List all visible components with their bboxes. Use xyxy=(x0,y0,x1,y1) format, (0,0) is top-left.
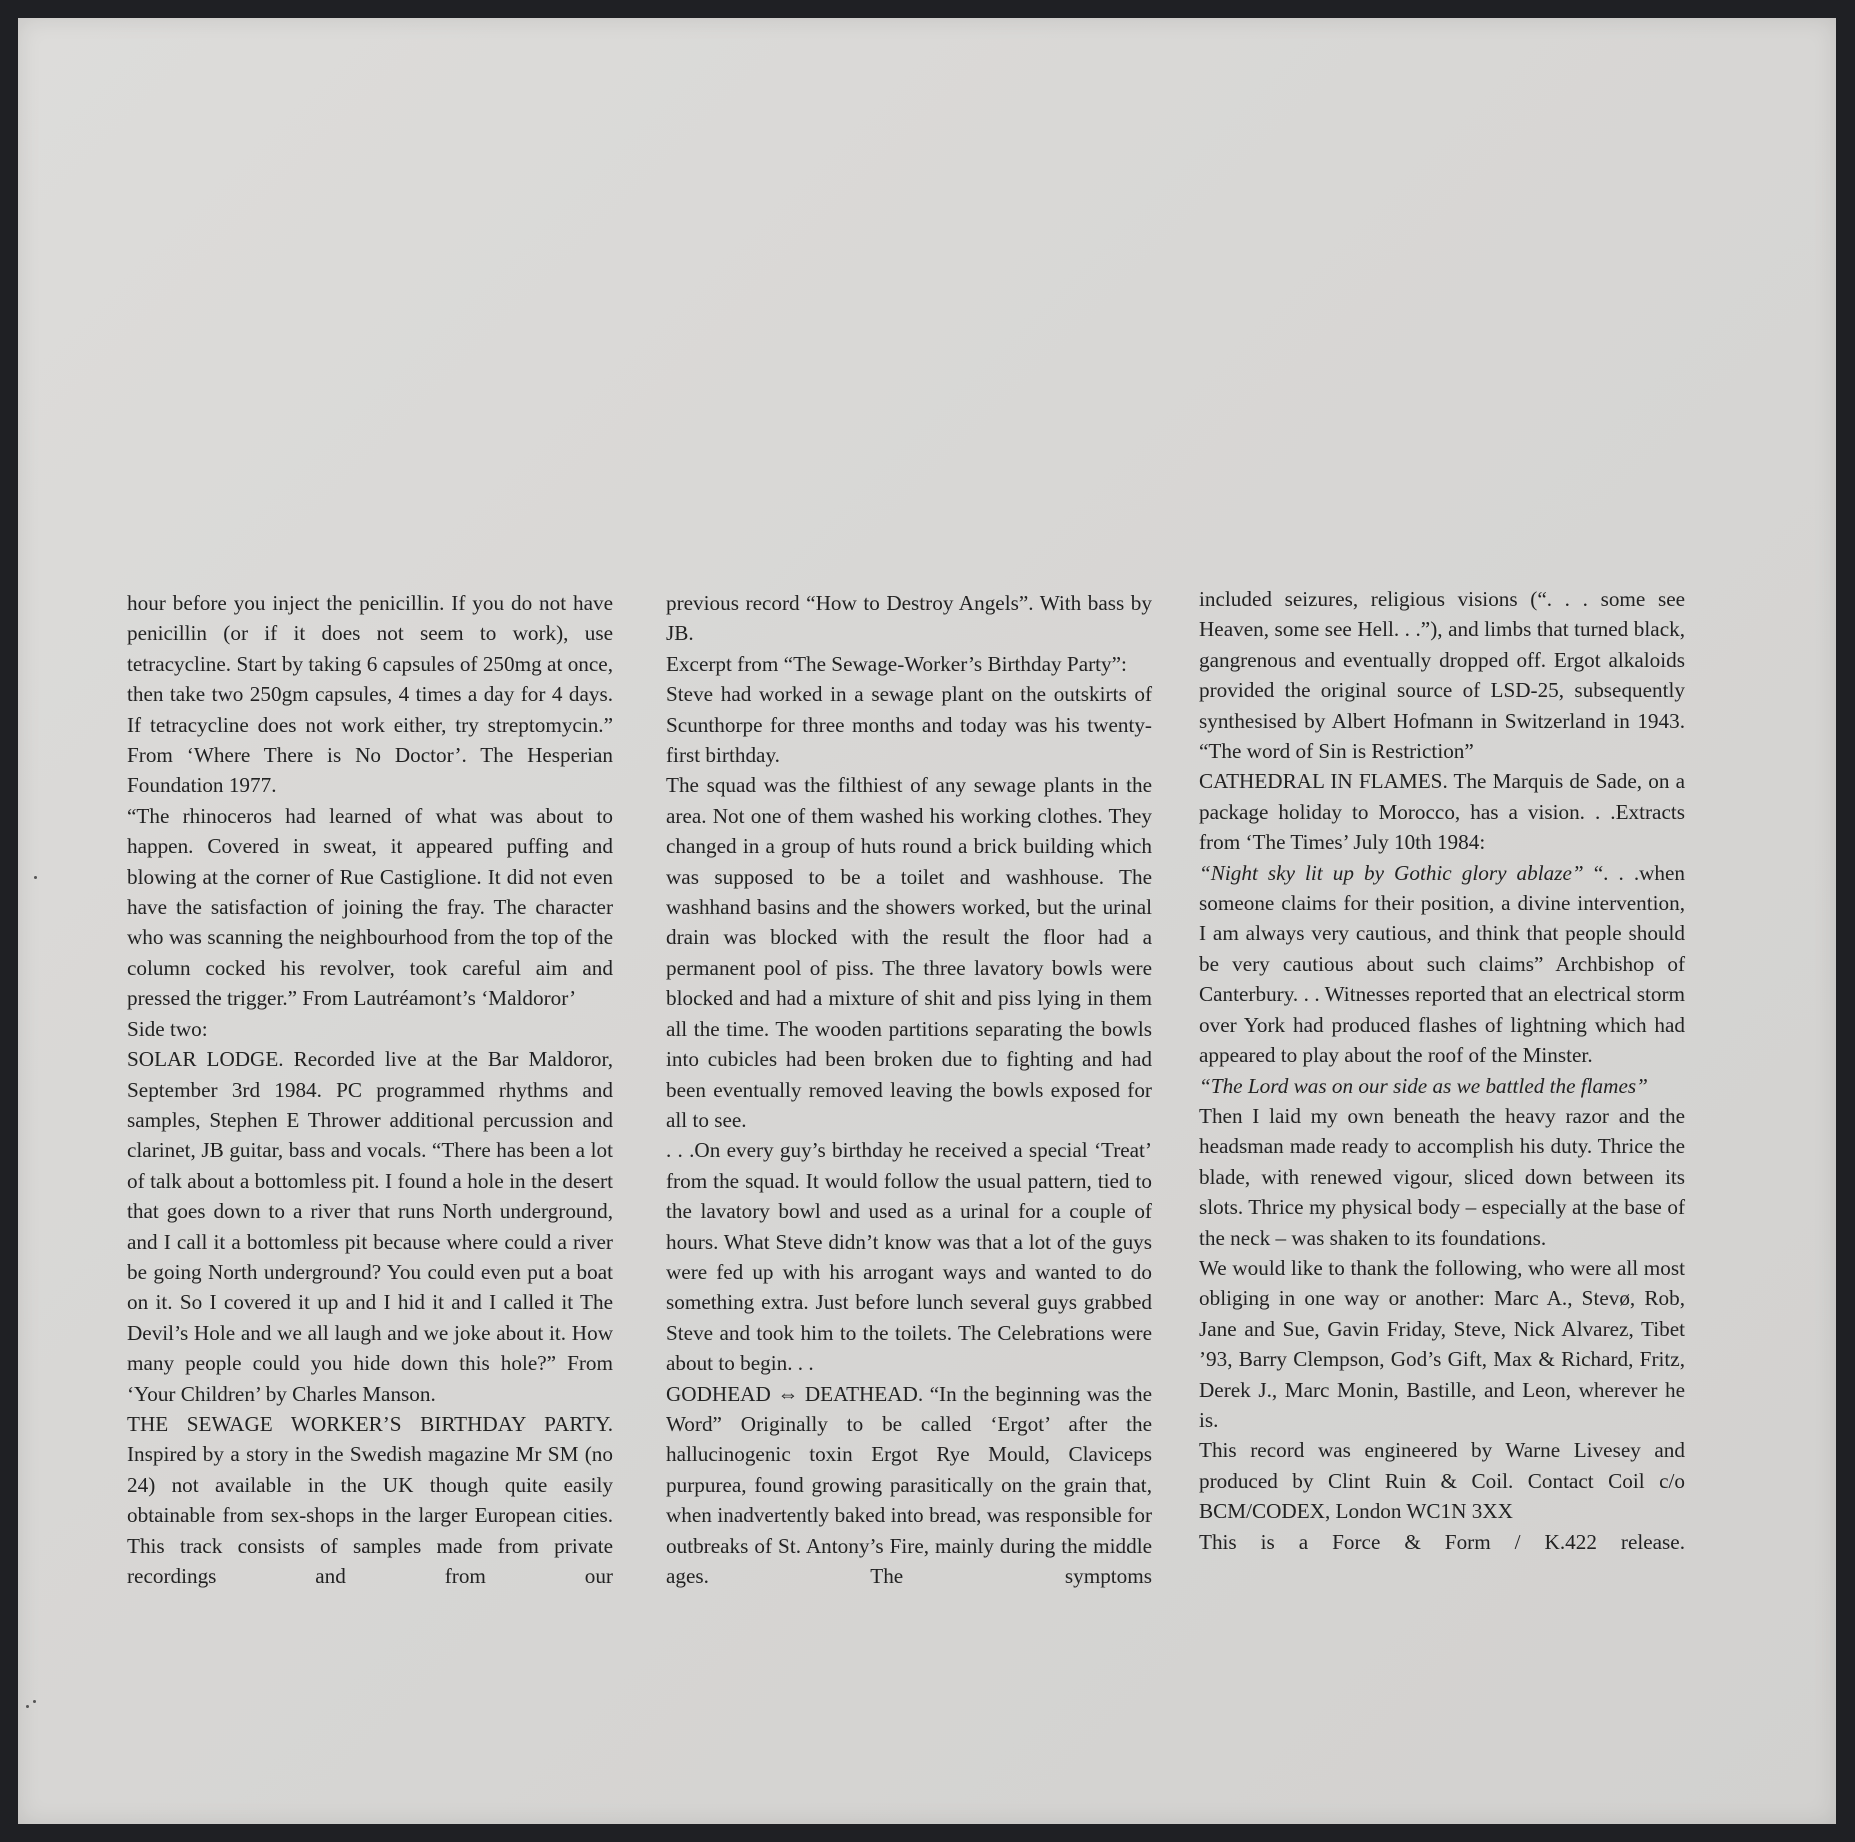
paragraph: CATHEDRAL IN FLAMES. The Marquis de Sade, on a package holiday to Morocco, has a vision. . .Extracts from ‘The Times’ July 10th 1984: xyxy=(1199,769,1685,855)
paragraph: included seizures, religious visions (“. . . some see Heaven, some see Hell. . .”), and limbs that turned black, gangrenous and eventually dropped off. Ergot alkaloids provided the original source of LSD-25, subsequently synthesised by Albert Hofmann in Switzerland in 1943. “The word of Sin is Restriction” xyxy=(1199,587,1685,764)
paragraph: . . .On every guy’s birthday he received a special ‘Treat’ from the squad. It would follow the usual pattern, tied to the lavatory bowl and used as a urinal for a couple of hours. What Steve didn’t know was that a lot of the guys were fed up with his arrogant ways and wanted to do something extra. Just before lunch several guys grabbed Steve and took him to the toilets. The Celebrations were about to begin. . . xyxy=(666,1138,1152,1376)
paragraph: THE SEWAGE WORKER’S BIRTHDAY PARTY. Inspired by a story in the Swedish magazine Mr SM (no 24) not available in the UK though quite easily obtainable from sex-shops in the larger European cities. This track consists of samples made from private recordings and from our xyxy=(127,1411,613,1588)
paragraph xyxy=(1199,858,1685,1071)
release-line: This is a Force & Form / K.422 release. xyxy=(1199,1529,1685,1554)
print-speck xyxy=(34,876,37,879)
paragraph: GODHEAD ⇔ DEATHEAD. “In the beginning was the Word” Originally to be called ‘Ergot’ after the hallucinogenic toxin Ergot Rye Mould, Claviceps purpurea, found growing parasitically on the grain that, when inadvertently baked into bread, was responsible for outbreaks of St. Antony’s Fire, mainly during the middle ages. The symptoms xyxy=(666,1381,1152,1588)
paragraph: Side two: xyxy=(127,1016,208,1041)
paragraph xyxy=(1199,1071,1685,1101)
paragraph: SOLAR LODGE. Recorded live at the Bar Maldoror, September 3rd 1984. PC programmed rhythms and samples, Stephen E Thrower additional percussion and clarinet, JB guitar, bass and vocals. “There has been a lot of talk about a bottomless pit. I found a hole in the desert that goes down to a river that runs North underground, and I call it a bottomless pit because where could a river be going North underground? You could even put a boat on it. So I covered it up and I hid it and I called it The Devil’s Hole and we all laugh and we joke about it. How many people could you hide down this hole?” From ‘Your Children’ by Charles Manson. xyxy=(127,1047,613,1406)
paragraph: Steve had worked in a sewage plant on the outskirts of Scunthorpe for three months and today was his twenty-first birthday. xyxy=(666,682,1152,768)
paragraph: We would like to thank the following, who were all most obliging in one way or another: Marc A., Stevø, Rob, Jane and Sue, Gavin Friday, Steve, Nick Alvarez, Tibet ’93, Barry Clempson, God’s Gift, Max & Richard, Fritz, Derek J., Marc Monin, Bastille, and Leon, wherever he is. xyxy=(1199,1255,1685,1432)
quote-text: “. . .when someone claims for their position, a divine intervention, I am always very cautious, and think that people should be very cautious about such claims” Archbishop of Canterbury. . . Witnesses reported that an electrical storm over York had produced flashes of lightning which had appeared to play about the roof of the Minster. xyxy=(1199,860,1686,1068)
paragraph: Excerpt from “The Sewage-Worker’s Birthday Party”: xyxy=(666,651,1127,676)
paragraph: This record was engineered by Warne Livesey and produced by Clint Ruin & Coil. Contact Coil c/o BCM/CODEX, London WC1N 3XX xyxy=(1199,1438,1685,1524)
text-column-left xyxy=(127,588,613,1591)
headline-quote: “The Lord was on our side as we battled the flames” xyxy=(1199,1073,1648,1098)
paragraph: hour before you inject the penicillin. If you do not have penicillin (or if it does not seem to work), use tetracycline. Start by taking 6 capsules of 250mg at once, then take two 250gm capsules, 4 times a day for 4 days. If tetracycline does not work either, try streptomycin.” From ‘Where There is No Doctor’. The Hesperian Foundation 1977. xyxy=(127,591,613,798)
paragraph: Then I laid my own beneath the heavy razor and the headsman made ready to accomplish his duty. Thrice the blade, with renewed vigour, sliced down between its slots. Thrice my physical body – especially at the base of the neck – was shaken to its foundations. xyxy=(1199,1103,1685,1250)
print-speck xyxy=(26,1705,29,1708)
print-speck xyxy=(33,1700,36,1703)
text-column-middle xyxy=(666,588,1152,1591)
paragraph: “The rhinoceros had learned of what was about to happen. Covered in sweat, it appeared puffing and blowing at the corner of Rue Castiglione. It did not even have the satisfaction of joining the fray. The character who was scanning the neighbourhood from the top of the column cocked his revolver, took careful aim and pressed the trigger.” From Lautréamont’s ‘Maldoror’ xyxy=(127,803,613,1011)
paragraph: previous record “How to Destroy Angels”. With bass by JB. xyxy=(666,591,1152,646)
text-column-right xyxy=(1199,584,1685,1557)
headline-quote: “Night sky lit up by Gothic glory ablaze” xyxy=(1199,860,1584,885)
paragraph: The squad was the filthiest of any sewage plants in the area. Not one of them washed his working clothes. They changed in a group of huts round a brick building which was supposed to be a toilet and washhouse. The washhand basins and the showers worked, but the urinal drain was blocked with the result the floor had a permanent pool of piss. The three lavatory bowls were blocked and had a mixture of shit and piss lying in them all the time. The wooden partitions separating the bowls into cubicles had been broken due to fighting and had been eventually removed leaving the bowls exposed for all to see. xyxy=(666,773,1152,1132)
